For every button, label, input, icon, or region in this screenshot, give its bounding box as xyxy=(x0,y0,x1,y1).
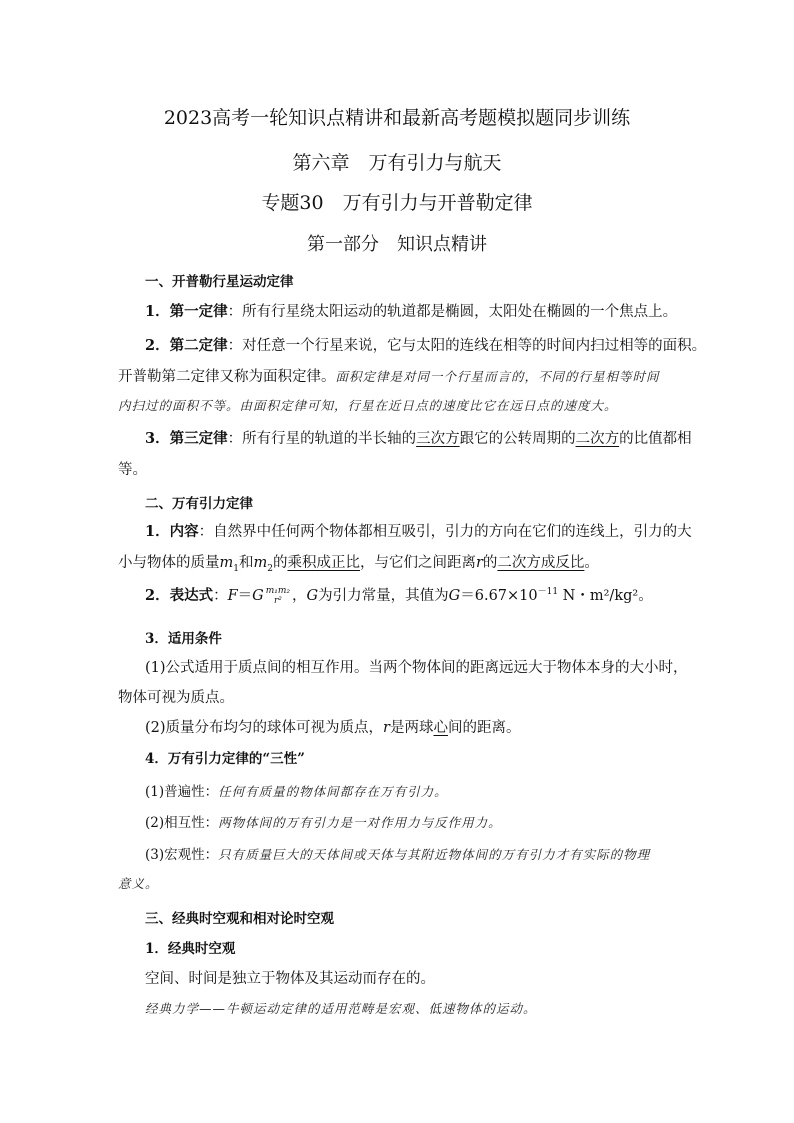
applicability-2-a: (2)质量分布均匀的球体可视为质点， xyxy=(145,720,384,736)
macroscopic-text-cont: 意义。 xyxy=(118,876,159,891)
property-macroscopic xyxy=(145,843,650,863)
content-text: ：自然界中任何两个物体都相互吸引，引力的方向在它们的连线上，引力的大 xyxy=(198,524,692,540)
topic-title: 专题30 万有引力与开普勒定律 xyxy=(261,192,533,214)
gravitation-formula xyxy=(145,584,653,606)
content-l2-e: 的 xyxy=(482,555,498,571)
universality-text: 任何有质量的物体间都存在万有引力。 xyxy=(218,784,448,799)
applicability-2 xyxy=(145,716,520,737)
law3-underline-2: 二次方 xyxy=(575,431,620,447)
formula-colon: ： xyxy=(213,588,228,604)
formula-equals: ＝ xyxy=(237,588,253,604)
formula-G3: G xyxy=(448,588,461,604)
law3-text-a: ：所有行星的轨道的半长轴的 xyxy=(227,431,417,447)
formula-value: ＝6.67×10 xyxy=(460,588,538,604)
formula-F: F xyxy=(227,588,238,604)
applicability-2-r: r xyxy=(383,720,390,736)
formula-text-c: 为引力常量，其值为 xyxy=(318,588,449,604)
law1-text: ：所有行星绕太阳运动的轨道都是椭圆，太阳处在椭圆的一个焦点上。 xyxy=(227,304,678,320)
document-title: 2023高考一轮知识点精讲和最新高考题模拟题同步训练 xyxy=(163,107,631,129)
content-l2-d: ，与它们之间距离 xyxy=(359,555,476,571)
content-l2-f: 。 xyxy=(584,555,599,571)
content-l2-a: 小与物体的质量 xyxy=(118,555,220,571)
kepler-first-law xyxy=(145,300,677,321)
law1-label: 1．第一定律 xyxy=(145,303,228,320)
distance-symbol: r xyxy=(475,555,483,571)
formula-units: N・m²/kg²。 xyxy=(558,588,653,604)
formula-exponent: －11 xyxy=(537,587,559,598)
gravitation-content xyxy=(145,520,692,541)
mass-1-symbol: m xyxy=(219,555,234,571)
fraction-numerator: m₁m₂ xyxy=(265,586,291,596)
law3-text-c: 的比值都相 xyxy=(619,431,692,447)
law2-text: ：对任意一个行星来说，它与太阳的连线在相等的时间内扫过相等的面积。 xyxy=(227,338,707,354)
law2-cont: 开普勒第二定律又称为面积定律。 xyxy=(118,369,336,385)
mass-2-symbol: m xyxy=(253,555,268,571)
formula-comma: ， xyxy=(292,588,307,604)
applicability-2-underline: 心 xyxy=(433,720,448,736)
section-heading-kepler: 一、开普勒行星运动定律 xyxy=(145,274,294,290)
mass-2-subscript: 2 xyxy=(267,563,273,574)
section-heading-gravitation: 二、万有引力定律 xyxy=(145,496,253,512)
kepler-third-law-cont: 等。 xyxy=(118,462,147,478)
section-heading-spacetime: 三、经典时空观和相对论时空观 xyxy=(145,911,334,927)
law3-label: 3．第三定律 xyxy=(145,430,228,447)
kepler-second-law xyxy=(145,334,706,355)
content-l2-b: 和 xyxy=(238,555,254,571)
law2-label: 2．第二定律 xyxy=(145,337,228,354)
kepler-second-law-cont xyxy=(118,365,660,386)
macroscopic-label: (3)宏观性： xyxy=(145,847,219,863)
three-properties-heading: 4．万有引力定律的“三性” xyxy=(145,751,305,767)
fraction-denominator: r² xyxy=(273,596,282,606)
formula-G2: G xyxy=(306,588,319,604)
formula-G: G xyxy=(252,588,264,604)
chapter-title: 第六章 万有引力与航天 xyxy=(292,152,502,174)
classical-spacetime-line-1: 空间、时间是独立于物体及其运动而存在的。 xyxy=(145,971,435,987)
applicability-1: (1)公式适用于质点间的相互作用。当两个物体间的距离远远大于物体本身的大小时， xyxy=(145,660,688,676)
property-universality xyxy=(145,780,448,800)
applicability-heading: 3．适用条件 xyxy=(145,631,222,647)
part-title: 第一部分 知识点精讲 xyxy=(307,234,487,255)
law3-text-b: 跟它的公转周期的 xyxy=(459,431,576,447)
kepler-third-law xyxy=(145,427,692,448)
content-label: 1．内容 xyxy=(145,523,199,540)
formula-label: 2．表达式 xyxy=(145,587,214,604)
mutuality-label: (2)相互性： xyxy=(145,815,219,831)
macroscopic-text: 只有质量巨大的天体间或天体与其附近物体间的万有引力才有实际的物理 xyxy=(218,847,651,862)
law2-handnote-2: 内扫过的面积不等。由面积定律可知，行星在近日点的速度比它在远日点的速度大。 xyxy=(118,398,618,413)
applicability-1-cont: 物体可视为质点。 xyxy=(118,690,234,706)
content-underline-inverse-square: 二次方成反比 xyxy=(497,555,585,571)
classical-spacetime-heading: 1．经典时空观 xyxy=(145,941,236,957)
applicability-2-c: 间的距离。 xyxy=(447,720,521,736)
universality-label: (1)普遍性： xyxy=(145,784,219,800)
law2-handnote-1: 面积定律是对同一个行星而言的，不同的行星相等时间 xyxy=(335,369,660,384)
mass-1-subscript: 1 xyxy=(233,563,239,574)
content-l2-c: 的 xyxy=(272,555,288,571)
content-underline-product: 乘积成正比 xyxy=(287,555,360,571)
law3-underline-1: 三次方 xyxy=(416,431,460,447)
formula-fraction xyxy=(266,586,290,606)
property-mutuality xyxy=(145,811,502,831)
gravitation-content-cont xyxy=(118,551,599,574)
mutuality-text: 两物体间的万有引力是一对作用力与反作用力。 xyxy=(218,815,502,830)
applicability-2-b: 是两球 xyxy=(389,720,434,736)
classical-spacetime-line-2: 经典力学——牛顿运动定律的适用范畴是宏观、低速物体的运动。 xyxy=(145,1001,537,1016)
